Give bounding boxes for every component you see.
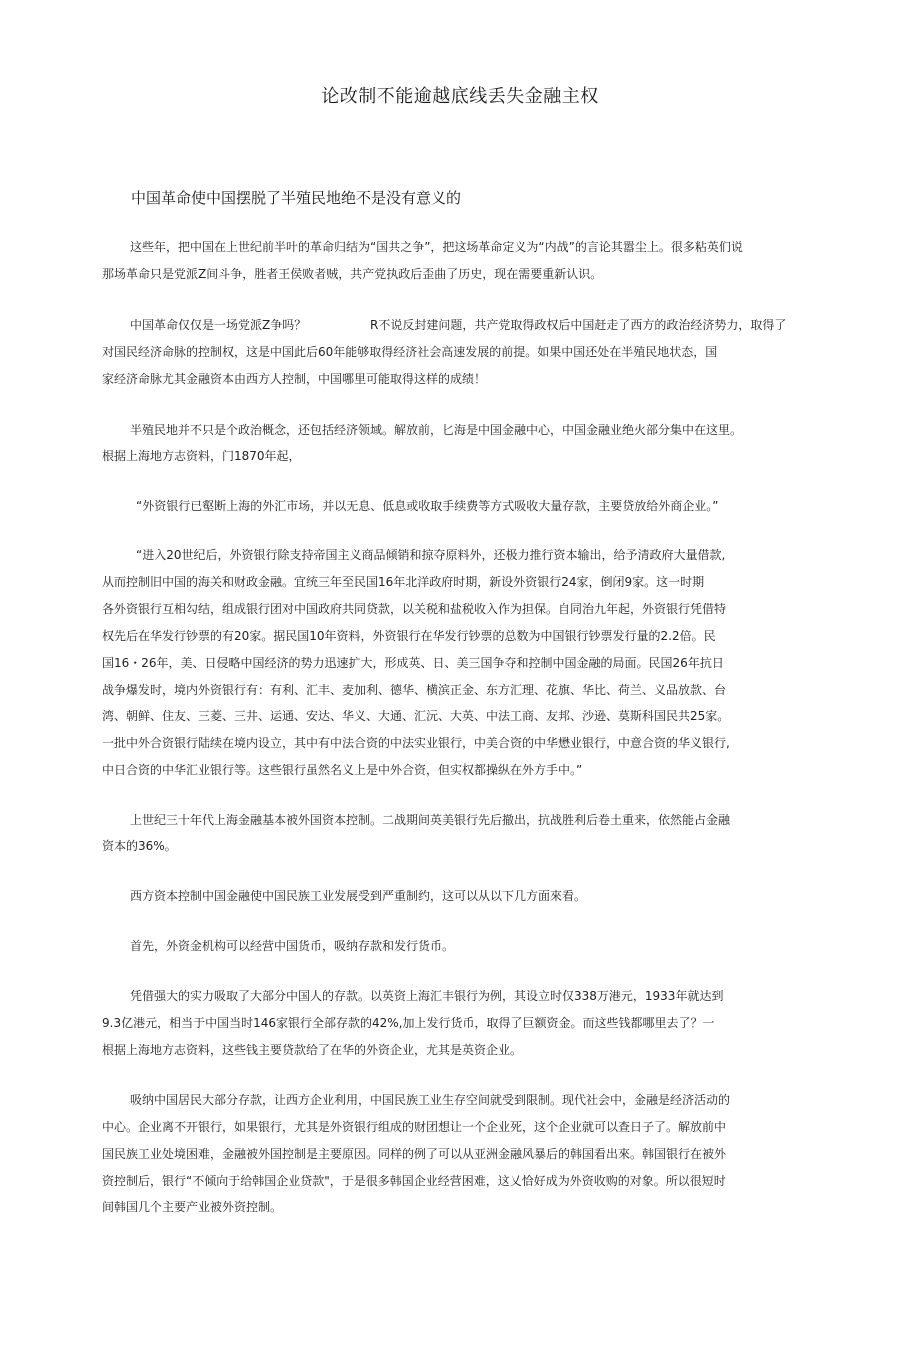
text-line: 吸纳中国居民大部分存款，让西方企业利用，中国民族工业生存空间就受到限制。现代社会中，金融是经济活动的 [130, 1093, 731, 1107]
text-line: 凭借强大的实力吸取了大部分中国人的存款。以英资上海汇丰银行为例，其设立时仅338万港元，1933年就达到 [130, 989, 724, 1003]
section-heading: 中国革命使中国摆脱了半殖民地绝不是没有意义的 [131, 189, 462, 207]
text-line: 那场革命只是党派Z间斗争，胜者王侯败者贼，共产党执政后歪曲了历史，现在需要重新认识。 [102, 267, 603, 281]
text-line: 资控制后，银行“不倾向于给韩国企业贷款"，于是很多韩国企业经营困难，这乂恰好成为外资收购的对象。所以很短时 [102, 1174, 726, 1188]
quote-line: 湾、朝鲜、住友、三菱、三井、运通、安达、华义、大通、汇沅、大英、中法工商、友邦、沙逊、莫斯科国民共25家。 [102, 709, 730, 723]
quote-line: 一批中外合资银行陆续在境内设立，其中有中法合资的中法实业银行，中美合资的中华懋业银行，中意合资的华义银行, [102, 736, 730, 750]
quote-line: “外资银行已壑断上海的外汇市场，并以无息、低息或收取手续费等方式吸收大量存款，主要贷放给外商企业。” [136, 499, 719, 513]
quote-line: 国16・26年，美、日侵略中国经济的势力迅速扩大，形成英、日、美三国争夺和控制中国金融的局面。民国26年抗日 [102, 656, 724, 670]
text-line: 上世纪三十年代上海金融基本被外国资本控制。二战期间英美银行先后撤出，抗战胜利后卷土重来，依然能占金融 [130, 813, 731, 827]
quote-line: “进入20世纪后，外资银行除支持帝国主义商品倾销和掠夺原料外，还极力推行资本输出，给予清政府大量借款, [136, 548, 726, 562]
text-line: 家经济命脉尤其金融资本由西方人控制，中国哪里可能取得这样的成绩！ [102, 372, 487, 386]
text-line: 半殖民地并不只是个政治概念，还包括经济领域。解放前，匕海是中国金融中心，中国金融业绝火部分集中在这里。 [130, 423, 743, 437]
text-line: 间韩国几个主要产业被外资控制。 [102, 1200, 283, 1214]
text-line: 中国革命仅仅是一场党派Z争吗？ [130, 318, 307, 332]
text-line: 国民族工业处境困难，金融被外国控制是主要原因。同样的例了可以从亚洲金融风暴后的韩国看出來。韩国银行在被外 [102, 1147, 727, 1161]
quote-line: 各外资银行互相勾结，组成银行团对中国政府共同贷款，以关税和盐税收入作为担保。自同治九年起，外资银行凭借特 [102, 602, 727, 616]
text-line: 对国民经济命脉的控制权，这是中国此后60年能够取得经济社会高速发展的前提。如果中国还处在半殖民地状态，国 [102, 345, 718, 359]
page-title: 论改制不能逾越底线丢失金融主权 [321, 86, 599, 107]
text-line: 西方资本控制中国金融使中国民族工业发展受到严重制约，这可以从以下几方面來看。 [130, 889, 587, 903]
quote-line: 从而控制旧中国的海关和财政金融。宜统三年至民国16年北洋政府时期，新设外资银行24家，倒闭9家。这一时期 [102, 575, 705, 589]
text-line: 根据上海地方志资料，门1870年起， [102, 449, 301, 463]
quote-line: 权先后在华发行钞票的有20家。据民国10年资料，外资银行在华发行钞票的总数为中国银行钞票发行量的2.2倍。民 [102, 629, 716, 643]
text-line: 根据上海地方志资料，这些钱主要贷款给了在华的外资企业，尤其是英资企业。 [102, 1043, 523, 1057]
quote-line: 中日合资的中华汇业银行等。这些银行虽然名义上是中外合资，但实权都操纵在外方手中。” [102, 763, 583, 777]
text-line: 这些年，把中国在上世纪前半叶的革命归结为“国共之争”，把这场革命定义为“内战”的言论其嚣尘上。很多粘英们说 [130, 240, 743, 254]
text-line: 9.3亿港元，相当于中国当时146家银行全部存款的42%,加上发行货币，取得了巨额资金。而这些钱都哪里去了？一 [102, 1016, 715, 1030]
text-line: 资本的36%。 [102, 839, 177, 853]
text-line: 首先，外资金机构可以经营中国货币，吸纳存款和发行货币。 [130, 939, 455, 953]
text-line: R不说反封建问题，共产党取得政权后中国赶走了西方的政治经济势力，取得了 [370, 318, 787, 332]
quote-line: 战争爆发时，境内外资银行有：有利、汇丰、麦加利、德华、横滨正金、东方汇理、花旗、华比、荷兰、义品放款、台 [102, 683, 727, 697]
text-line: 中心。企业离不开银行，如果银行，尤其是外资银行组成的财团想让一个企业死，这个企业就可以查日子了。解放前中 [102, 1120, 727, 1134]
